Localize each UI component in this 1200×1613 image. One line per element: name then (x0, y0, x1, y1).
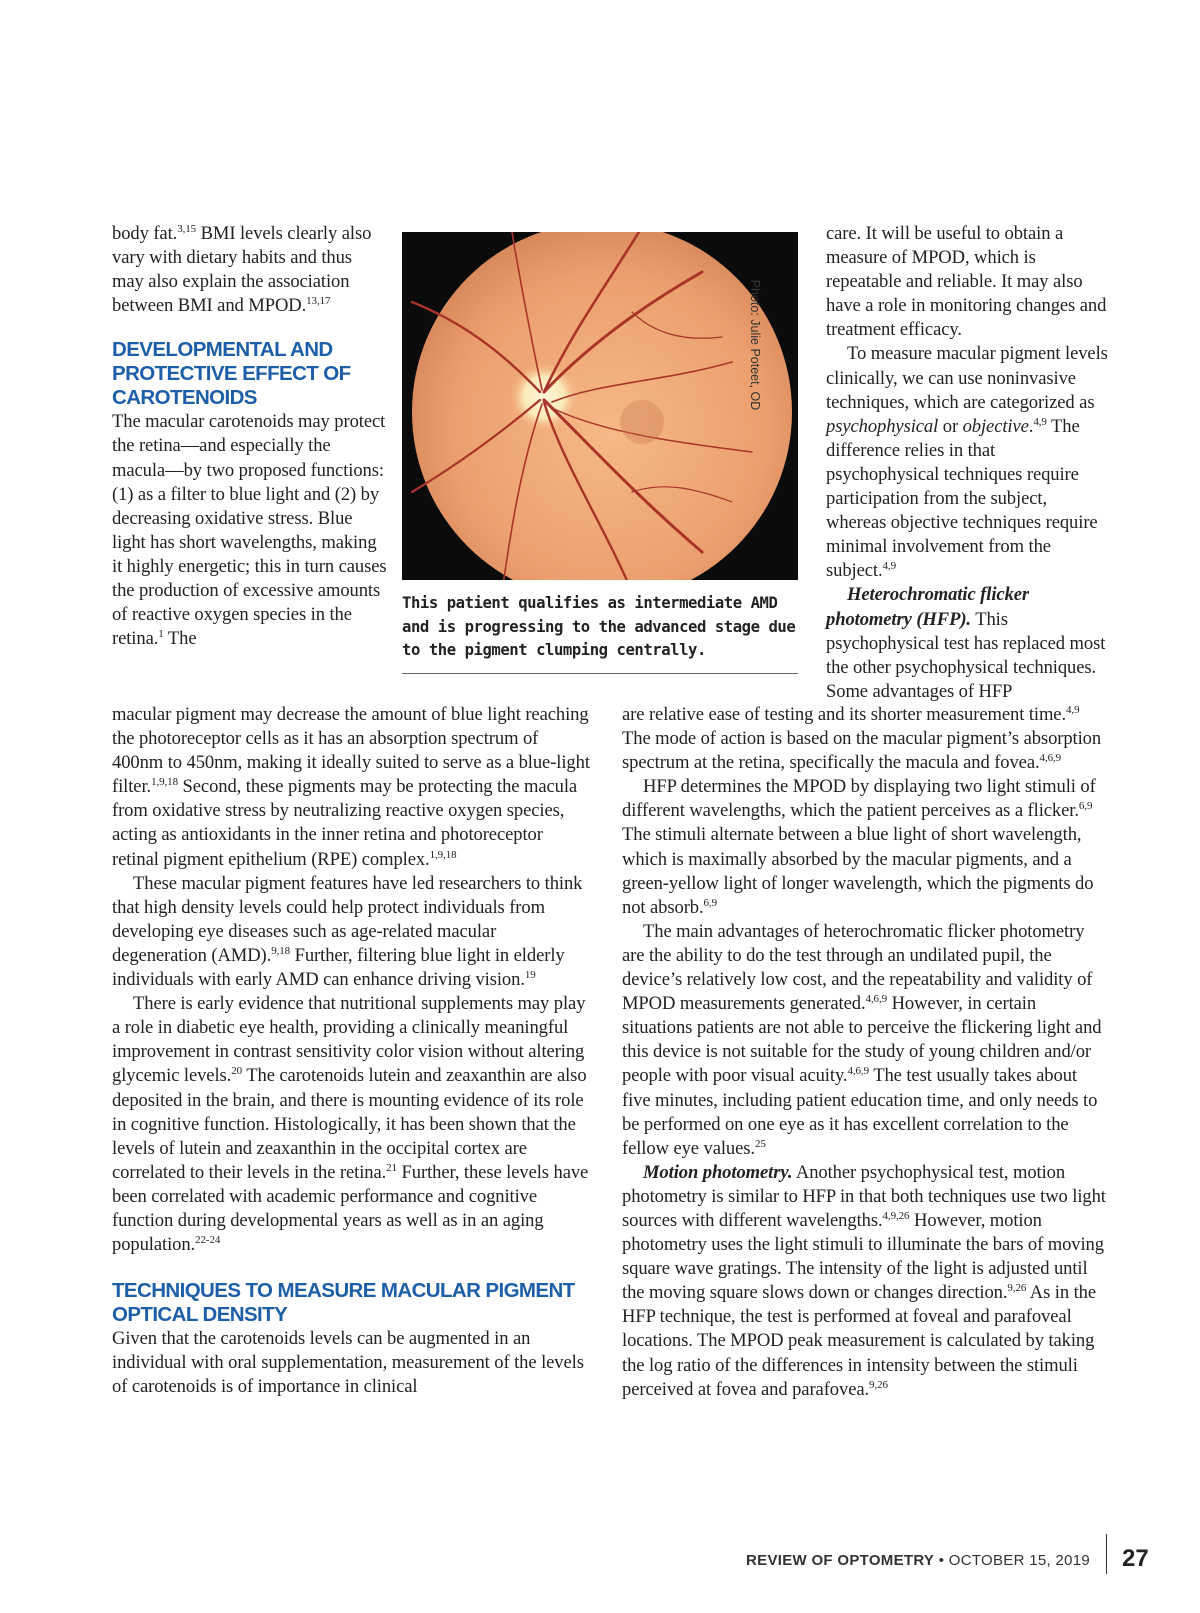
paragraph (112, 872, 592, 992)
page-number: 27 (1122, 1545, 1149, 1572)
text: Second, these pigments may be protecting the macula from oxidative stress by neutralizing reactive oxygen species, acting as antioxidants in the inner retina and photoreceptor retinal pigment epithelium (RPE) complex. (112, 776, 578, 870)
paragraph (826, 583, 1108, 703)
text: Another psychophysical test, motion photometry is similar to HFP in that both techniques use two light sources with different wavelengths. (622, 1161, 1106, 1231)
publication-name: REVIEW OF OPTOMETRY (746, 1552, 935, 1569)
right-column-main (622, 703, 1108, 1402)
text: The stimuli alternate between a blue light of short wavelength, which is maximally absorbed by the macular pigments, and a green-yellow light of longer wavelength, which the pigments do not absorb. (622, 824, 1094, 918)
citation: 1,9,18 (151, 776, 178, 789)
fundus-image (402, 232, 798, 580)
photo-credit: Photo: Julie Poteet, OD (748, 279, 762, 411)
paragraph (112, 703, 592, 872)
left-column-main (112, 703, 592, 1399)
separator: • (934, 1552, 949, 1569)
citation: 19 (524, 969, 536, 982)
paragraph (622, 1161, 1108, 1402)
text: The difference relies in that psychophysical techniques require participation from the subject, whereas objective techniques require minimal involvement from the subject. (826, 415, 1098, 582)
citation: 6,9 (703, 896, 717, 909)
fundus-photo (402, 232, 798, 580)
text: However, in certain situations patients are not able to perceive the flickering light and this device is not suitable for the study of young children and/or people with poor visual acuity. (622, 993, 1102, 1087)
text: body fat. (112, 223, 178, 244)
text: BMI levels clearly also vary with dietary habits and thus may also explain the association between BMI and MPOD. (112, 223, 372, 317)
caption-divider (402, 673, 798, 674)
citation: 25 (754, 1137, 766, 1150)
subheading: Motion photometry. (643, 1161, 793, 1183)
citation: 4,6,9 (1039, 752, 1062, 765)
text: This psychophysical test has replaced most the other psychophysical techniques. Some advantages of HFP (826, 608, 1106, 702)
citation: 4,6,9 (847, 1065, 869, 1078)
citation: 9,26 (869, 1378, 888, 1391)
section-heading: TECHNIQUES TO MEASURE MACULAR PIGMENT OPTICAL DENSITY (112, 1279, 575, 1327)
paragraph (826, 342, 1108, 583)
text: The mode of action is based on the macular pigment’s absorption spectrum at the retina, specifically the macula and fovea. (622, 728, 1102, 774)
citation: 1 (158, 628, 164, 641)
citation: 20 (231, 1065, 243, 1078)
text: are relative ease of testing and its shorter measurement time. (622, 704, 1067, 725)
text: Further, filtering blue light in elderly individuals with early AMD can enhance driving vision. (112, 944, 565, 991)
text: To measure macular pigment levels clinically, we can use noninvasive techniques, which are categorized as (826, 343, 1108, 413)
text: The main advantages of heterochromatic flicker photometry are the ability to do the test through an undilated pupil, the device’s relatively low cost, and the repeatability and validity of MPOD measurements generated. (622, 920, 1093, 1015)
text: The macular carotenoids may protect the retina—and especially the macula—by two proposed functions: (1) as a filter to blue light and (2) by decreasing oxidative stress. Blue light has short wavelengths, making it highly energetic; this in turn causes the production of excessive amounts of reactive oxygen species in the retina. (112, 411, 387, 650)
text: HFP determines the MPOD by displaying two light stimuli of different wavelengths, which the patient perceives as a flicker. (622, 776, 1096, 822)
citation: 6,9 (1078, 800, 1093, 813)
text: However, motion photometry uses the light stimuli to illuminate the bars of moving square wave gratings. The intensity of the light is adjusted until the moving square slows down or changes direction. (622, 1209, 1104, 1304)
text: The test usually takes about five minutes, including patient education time, and only needs to be performed on one eye as it has excellent correlation to the fellow eye values. (622, 1065, 1098, 1159)
citation: 4,9 (1066, 704, 1080, 716)
right-column-top (826, 222, 1108, 704)
paragraph (622, 775, 1108, 920)
text: macular pigment may decrease the amount of blue light reaching the photoreceptor cells as it has an absorption spectrum of 400nm to 450nm, making it ideally suited to serve as a blue-light filter. (112, 704, 590, 798)
citation: 9,18 (271, 944, 291, 957)
text: As in the HFP technique, the test is performed at foveal and parafoveal locations. The MPOD peak measurement is calculated by taking the log ratio of the differences in intensity between the stimuli perceived at fovea and parafovea. (622, 1282, 1097, 1400)
issue-date: OCTOBER 15, 2019 (948, 1552, 1090, 1569)
paragraph (622, 703, 1108, 775)
footer-divider (1106, 1534, 1107, 1574)
text: objective (962, 415, 1029, 437)
citation: 4,9 (1033, 415, 1047, 428)
citation: 13,17 (306, 295, 331, 308)
text: There is early evidence that nutritional supplements may play a role in diabetic eye health, providing a clinically meaningful improvement in contrast sensitivity color vision without altering glycemic levels. (112, 993, 586, 1087)
paragraph (112, 992, 592, 1257)
citation: 4,9 (882, 560, 896, 573)
text: The (163, 628, 197, 650)
macula-pigment (620, 400, 664, 444)
figure-caption: This patient qualifies as intermediate AMD and is progressing to the advanced stage due to the pigment clumping centrally. (402, 594, 796, 659)
citation: 9,26 (1007, 1282, 1027, 1295)
paragraph (112, 410, 388, 651)
text: The carotenoids lutein and zeaxanthin are also deposited in the brain, and there is mounting evidence of its role in cognitive function. Histologically, it has been shown that the levels of lutein and zeaxanthin in the occipital cortex are correlated to their levels in the retina. (112, 1065, 587, 1183)
text: Further, these levels have been correlated with academic performance and cognitive function during developmental years as well as in an aging population. (112, 1161, 589, 1256)
text: or (938, 415, 963, 437)
subheading: Heterochromatic flicker photometry (HFP). (826, 584, 1030, 630)
paragraph (112, 222, 388, 318)
citation: 1,9,18 (429, 848, 457, 861)
citation: 22-24 (195, 1234, 221, 1247)
text: . (1028, 415, 1034, 437)
page-footer (740, 1552, 1090, 1569)
citation: 4,6,9 (865, 993, 888, 1006)
citation: 4,9,26 (882, 1209, 910, 1222)
left-column-top (112, 222, 388, 651)
paragraph: care. It will be useful to obtain a measure of MPOD, which is repeatable and reliable. It may also have a role in monitoring changes and treatment efficacy. (826, 223, 1107, 341)
citation: 21 (386, 1161, 397, 1174)
text: These macular pigment features have led researchers to think that high density levels could help protect individuals from developing eye diseases such as age-related macular degeneration (AMD). (112, 872, 583, 966)
text: psychophysical (826, 415, 939, 437)
section-heading: DEVELOPMENTAL AND PROTECTIVE EFFECT OF CAROTENOIDS (112, 338, 351, 410)
paragraph (622, 920, 1108, 1161)
citation: 3,15 (177, 223, 197, 235)
paragraph: Given that the carotenoids levels can be augmented in an individual with oral supplementation, measurement of the levels of carotenoids is of importance in clinical (112, 1328, 584, 1398)
